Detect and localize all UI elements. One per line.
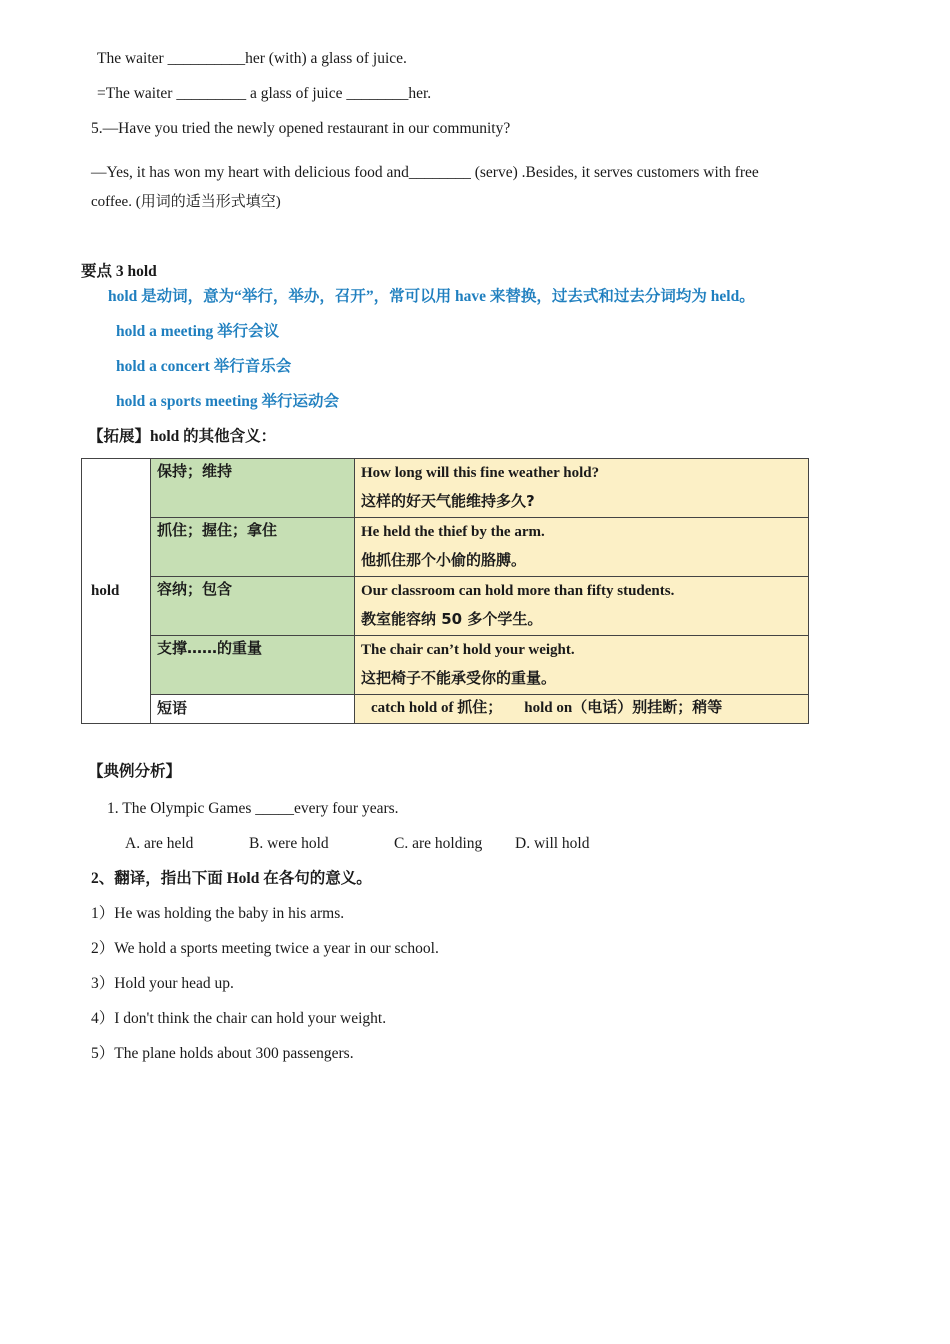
example-chinese: 这样的好天气能维持多久? bbox=[361, 492, 535, 510]
point-3-heading: 要点 3 hold bbox=[81, 263, 157, 280]
hold-definition: hold 是动词，意为“举行，举办，召开”，常可以用 have 来替换，过去式和过去分词均为 held。 bbox=[108, 288, 755, 305]
table-row bbox=[82, 459, 809, 518]
analysis-question-1: 1. The Olympic Games _____every four years. bbox=[107, 800, 399, 817]
analysis-title: 【典例分析】 bbox=[88, 763, 182, 780]
meaning-cell: 保持；维持 bbox=[151, 459, 355, 518]
example-english: The chair can’t hold your weight. bbox=[361, 642, 575, 658]
meaning-cell: 支撑……的重量 bbox=[151, 636, 355, 695]
example-cell bbox=[355, 577, 809, 636]
translation-sentence-4: 4）I don't think the chair can hold your weight. bbox=[91, 1010, 387, 1027]
example-english: Our classroom can hold more than fifty students. bbox=[361, 583, 675, 599]
meaning-cell: 抓住；握住；拿住 bbox=[151, 518, 355, 577]
example-hold-sports-meeting: hold a sports meeting 举行运动会 bbox=[116, 393, 340, 410]
translation-sentence-3: 3）Hold your head up. bbox=[91, 975, 234, 992]
example-cell bbox=[355, 459, 809, 518]
example-hold-meeting: hold a meeting 举行会议 bbox=[116, 323, 280, 340]
translation-sentence-2: 2）We hold a sports meeting twice a year in our school. bbox=[91, 940, 439, 957]
question-5-answer-line-2: coffee. (用词的适当形式填空) bbox=[91, 194, 281, 210]
table-row-phrases bbox=[82, 695, 809, 724]
table-row bbox=[82, 518, 809, 577]
example-english: How long will this fine weather hold? bbox=[361, 465, 600, 481]
analysis-options bbox=[125, 834, 590, 854]
option-b: B. were hold bbox=[249, 835, 329, 852]
question-5: 5.—Have you tried the newly opened restaurant in our community? bbox=[91, 120, 511, 137]
extension-title: 【拓展】hold 的其他含义： bbox=[88, 428, 277, 445]
option-c: C. are holding bbox=[394, 835, 483, 852]
phrase-hold-on: hold on（电话）别挂断；稍等 bbox=[524, 700, 723, 716]
example-cell bbox=[355, 636, 809, 695]
hold-meanings-table bbox=[81, 458, 809, 724]
example-english: He held the thief by the arm. bbox=[361, 524, 545, 540]
example-chinese: 教室能容纳 50 多个学生。 bbox=[361, 610, 543, 628]
option-a: A. are held bbox=[125, 835, 194, 852]
phrase-label-cell: 短语 bbox=[151, 695, 355, 724]
example-hold-concert: hold a concert 举行音乐会 bbox=[116, 358, 292, 375]
exercise-line-1: The waiter __________her (with) a glass of juice. bbox=[97, 50, 407, 67]
phrase-catch-hold-of: catch hold of 抓住； bbox=[371, 700, 503, 716]
question-5-answer-line-1: —Yes, it has won my heart with delicious food and________ (serve) .Besides, it serves customers with free bbox=[91, 164, 759, 181]
example-cell bbox=[355, 518, 809, 577]
table-row bbox=[82, 577, 809, 636]
meaning-cell: 容纳；包含 bbox=[151, 577, 355, 636]
translation-sentence-5: 5）The plane holds about 300 passengers. bbox=[91, 1045, 354, 1062]
translation-sentence-1: 1）He was holding the baby in his arms. bbox=[91, 905, 345, 922]
option-d: D. will hold bbox=[515, 835, 590, 852]
analysis-question-2: 2、翻译，指出下面 Hold 在各句的意义。 bbox=[91, 870, 372, 887]
table-row bbox=[82, 636, 809, 695]
example-chinese: 他抓住那个小偷的胳膊。 bbox=[361, 551, 527, 569]
table-word-cell: hold bbox=[82, 459, 151, 724]
example-chinese: 这把椅子不能承受你的重量。 bbox=[361, 669, 557, 687]
exercise-line-2: =The waiter _________ a glass of juice ________her. bbox=[97, 85, 432, 102]
phrase-cell bbox=[355, 695, 809, 724]
